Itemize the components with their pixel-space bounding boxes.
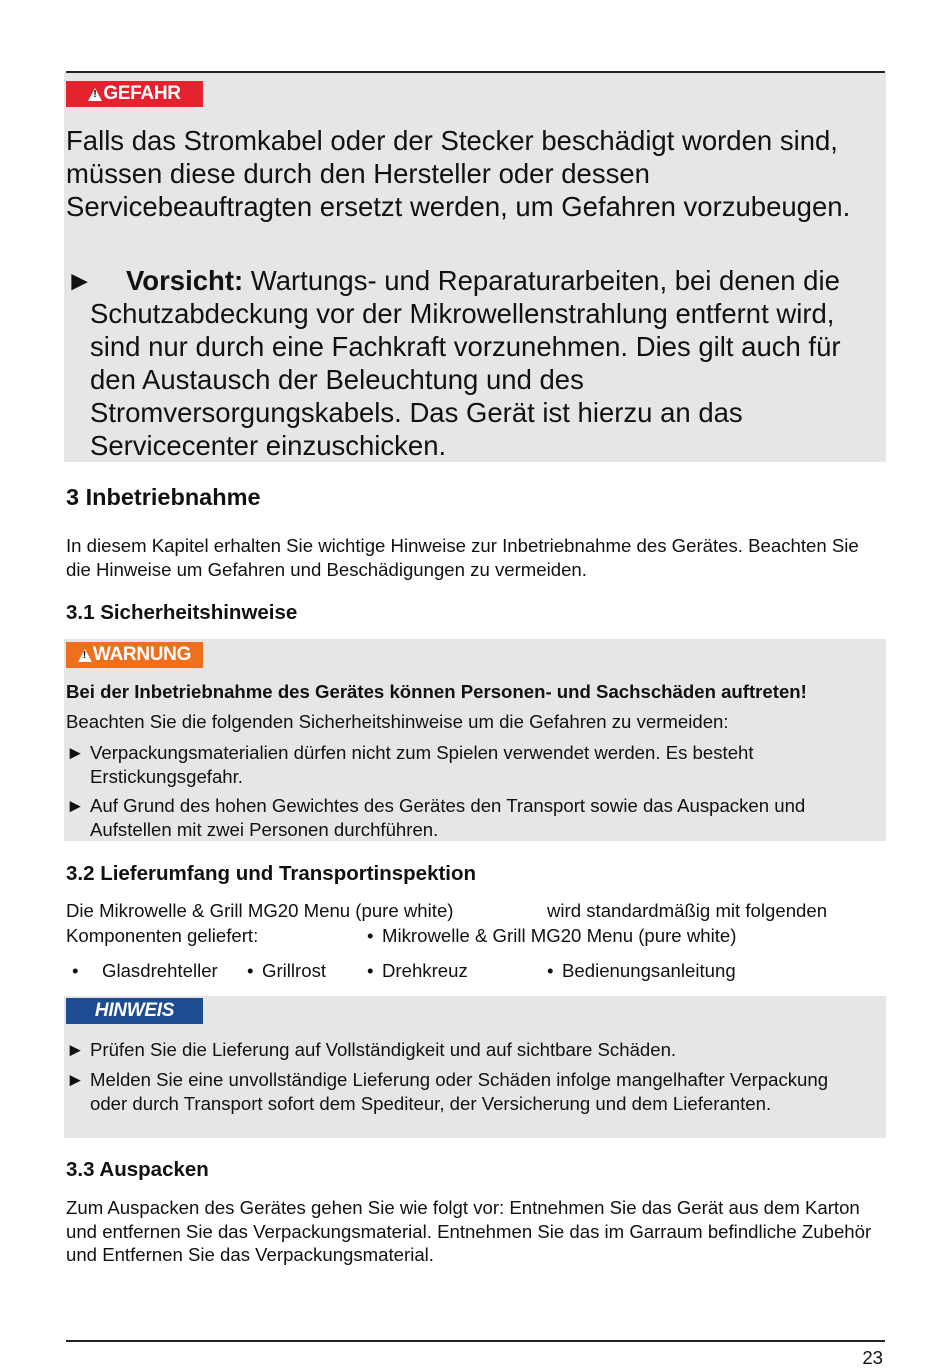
bullet-dot-icon: • [72,960,79,981]
danger-bullet [66,264,881,462]
page-number: 23 [862,1347,883,1368]
section-31-title: 3.1 Sicherheitshinweise [66,601,298,624]
section-32-title: 3.2 Lieferumfang und Transportinspektion [66,862,477,885]
notice-label-text: HINWEIS [94,1000,175,1021]
delivery-item: Grillrost [262,960,327,981]
notice-bullet: ► Prüfen Sie die Lieferung auf Vollständigkeit und auf sichtbare Schäden. [66,1039,677,1060]
delivery-line-1: Die Mikrowelle & Grill MG20 Menu (pure white) [66,900,454,921]
delivery-item: Bedienungsanleitung [562,960,736,981]
danger-label [66,81,203,107]
warning-label [66,642,203,668]
warning-label-text: WARNUNG [92,644,192,665]
warning-bullet: ► Auf Grund des hohen Gewichtes des Gerätes den Transport sowie das Auspacken und Aufstellen mit zwei Personen durchführen. [66,795,806,840]
danger-text: Falls das Stromkabel oder der Stecker beschädigt worden sind, müssen diese durch den Hersteller oder dessen Servicebeauftragten ersetzt werden, um Gefahren vorzubeugen. [66,125,851,222]
notice-label [66,998,203,1024]
caution-bold: Vorsicht: [126,265,244,296]
section-3-intro: In diesem Kapitel erhalten Sie wichtige Hinweise zur Inbetriebnahme des Gerätes. Beachten Sie die Hinweise um Gefahren und Beschädigungen zu vermeiden. [66,535,859,580]
danger-label-text: GEFAHR [103,83,181,104]
section-3-title: 3 Inbetriebnahme [66,484,261,510]
bullet-arrow-icon: ► [66,742,85,763]
bullet-arrow-icon: ► [66,1069,85,1090]
delivery-item: Drehkreuz [382,960,468,981]
delivery-line-1b: wird standardmäßig mit folgenden [547,900,828,921]
bullet-dot-icon: • [367,960,374,981]
notice-bullet: ► Melden Sie eine unvollständige Lieferung oder Schäden infolge mangelhafter Verpackung oder durch Transport sofort dem Spediteur, der Versicherung und dem Lieferanten. [66,1069,829,1114]
warning-bullet: ► Verpackungsmaterialien dürfen nicht zum Spielen verwendet werden. Es besteht Erstickungsgefahr. [66,742,754,787]
section-33-title: 3.3 Auspacken [66,1158,209,1181]
bullet-arrow-icon: ► [66,265,94,296]
bullet-dot-icon: • [247,960,254,981]
delivery-item: Mikrowelle & Grill MG20 Menu (pure white) [382,925,737,946]
bottom-rule [66,1340,885,1342]
caution-text: Wartungs- und Reparaturarbeiten, bei denen die Schutzabdeckung vor der Mikrowellenstrahlung entfernt wird, sind nur durch eine Fachkraft vorzunehmen. Dies gilt auch für den Austausch der Beleuchtung und des Stromversorgungskabels. Das Gerät ist hierzu an das Servicecenter einzuschicken. [90,265,841,461]
bullet-arrow-icon: ► [66,795,85,816]
bullet-dot-icon: • [367,925,374,946]
bullet-dot-icon: • [547,960,554,981]
warning-lead: Beachten Sie die folgenden Sicherheitshinweise um die Gefahren zu vermeiden: [66,711,729,732]
delivery-line-2: Komponenten geliefert: [66,925,259,946]
section-33-text: Zum Auspacken des Gerätes gehen Sie wie folgt vor: Entnehmen Sie das Gerät aus dem Karton und entfernen Sie das Verpackungsmaterial. Entnehmen Sie das im Garraum befindliche Zubehör und Entfernen Sie das Verpackungsmaterial. [66,1197,872,1265]
delivery-item: Glasdrehteller [102,960,218,981]
warning-bold: Bei der Inbetriebnahme des Gerätes können Personen- und Sachschäden auftreten! [66,681,807,702]
warning-triangle-icon [78,649,92,662]
bullet-arrow-icon: ► [66,1039,85,1060]
warning-triangle-icon [88,88,102,101]
